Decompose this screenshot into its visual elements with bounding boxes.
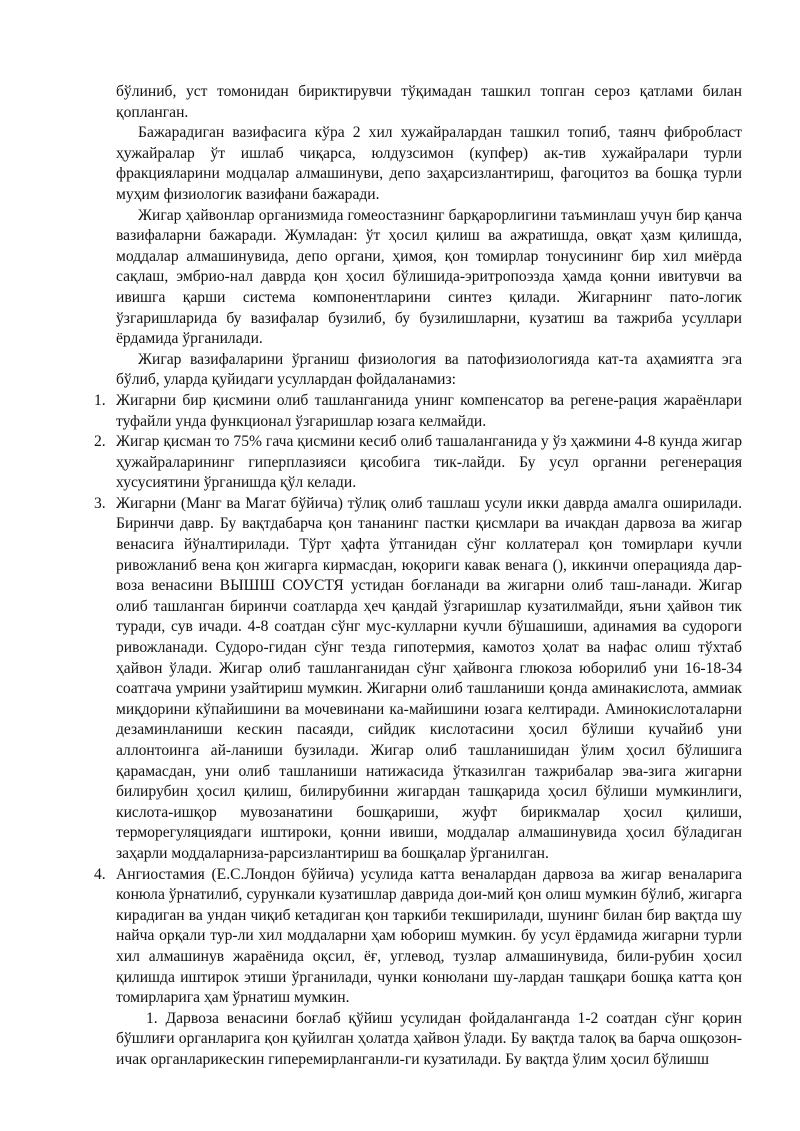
list-item-text: Жигар қисман то 75% гача қисмини кесиб олиб ташаланганида у ўз ҳажмини 4-8 кунда жигар ҳужайраларининг гиперплазияси қисобига тик-лайди. Бу усул органни регенерация хусусиятини ўрганишда қўл келади.	[116, 433, 742, 492]
list-item-text: Ангиостамия (Е.С.Лондон бўйича) усулида катта веналардан дарвоза ва жигар веналарига конюла ўрнатилиб, сурункали кузатишлар даврида дои-мий қон олиш мумкин бўлиб, жигарга кирадиган ва ундан чиқиб кетадиган қон таркиби текширилади, шунинг билан бир вақтда шу найча орқали тур-ли хил моддаларни ҳам юбориш мумкин. бу усул ёрдамида жигарни турли хил алмашинув жараёнида оқсил, ёғ, углевод, тузлар алмашинувида, били-рубин ҳосил қилишда иштирок этиши ўрганилади, чунки конюлани шу-лардан ташқари бошқа катта қон томирларига ҳам ўрнатиш мумкин.	[116, 865, 742, 1007]
list-item-text: Жигарни (Манг ва Магат бўйича) тўлиқ олиб ташлаш усули икки даврда амалга оширилади. Биринчи давр. Бу вақтдабарча қон тананинг пастки қисмлари ва ичакдан дарвоза ва жигар венасига йўналтирилади. Тўрт ҳафта ўтганидан сўнг коллатерал қон томирлари кучли ривожланиб вена қон жигарга кирмасдан, юқориги кавак венага (), иккинчи операцияда дар-воза венасини ВЫШШ СОУСТЯ устидан боғланади ва жигарни олиб таш-ланади. Жигар олиб ташланган биринчи соатларда ҳеч қандай ўзгаришлар кузатилмайди, яъни ҳайвон тик туради, сув ичади. 4-8 соатдан сўнг мус-кулларни кучли бўшашиши, адинамия ва судороги ривожланади. Судоро-гидан сўнг тезда гипотермия, камотоз ҳолат ва нафас олиш тўхтаб ҳайвон ўлади. Жигар олиб ташланганидан сўнг ҳайвонга глюкоза юборилиб уни 16-18-34 соатгача умрини узайтириш мумкин. Жигарни олиб ташланиши қонда аминакислота, аммиак миқдорини кўпайишини ва мочевинани ка-майишини юзага келтиради. Аминокислоталарни дезаминланиши кескин пасаяди, сийдик кислотасини ҳосил бўлиши кучайиб уни аллонтоинга ай-ланиши бузилади. Жигар олиб ташланишидан ўлим ҳосил бўлишига қарамасдан, уни олиб ташланиши натижасида ўтказилган тажрибалар эва-зига жигарни билирубин ҳосил қилиш, билирубинни жигардан ташқарида ҳосил бўлиши мумкинлиги, кислота-ишқор мувозанатини бошқариши, жуфт бирикмалар ҳосил қилиши, терморегуляциядаги иштироки, қонни ивиши, моддалар алмашинувида ҳосил бўладиган заҳарли моддаларниза-рарсизлантириш ва бошқалар ўрганилган.	[116, 494, 742, 862]
paragraph-subpoint: 1. Дарвоза венасини боғлаб қўйиш усулидан фойдаланганда 1-2 соатдан сўнг қорин бўшлиғи органларига қон қуйилган ҳолатда ҳайвон ўлади. Бу вақтда талоқ ва барча ошқозон-ичак органларикескин гиперемирланганли-ги кузатилади. Бу вақтда ўлим ҳосил бўлишш	[116, 1009, 742, 1068]
list-item	[94, 391, 742, 432]
list-item-number: 4.	[94, 865, 106, 883]
paragraph-cells: Бажарадиган вазифасига кўра 2 хил хужайралардан ташкил топиб, таянч фибробласт ҳужайралар ўт ишлаб чиқарса, юлдузсимон (купфер) ак-тив хужайралари турли фракцияларини модцалар алмашинуви, депо заҳарсизлантириш, фагоцитоз ва бошқа турли муҳим физиологик вазифани бажаради.	[116, 124, 742, 203]
list-item	[94, 432, 742, 494]
document-page	[94, 82, 742, 1071]
list-item	[94, 865, 742, 1009]
list-item	[94, 494, 742, 865]
list-item-text: Жигарни бир қисмини олиб ташланганида унинг компенсатор ва регене-рация жараёнлари туфайли унда функционал ўзгаришлар юзага келмайди.	[116, 391, 742, 430]
list-item-number: 2.	[94, 433, 106, 451]
paragraph-intro: бўлиниб, уст томонидан бириктирувчи тўқимадан ташкил топган сероз қатлами билан қопланган.	[116, 83, 742, 121]
list-item-number: 1.	[94, 391, 106, 409]
paragraph-methods-intro: Жигар вазифаларини ўрганиш физиология ва патофизиологияда кат-та аҳамиятга эга бўлиб, уларда қуйидаги усуллардан фойдаланамиз:	[116, 350, 742, 389]
list-item-number: 3.	[94, 494, 106, 512]
methods-list	[94, 391, 742, 1009]
paragraph-functions: Жигар ҳайвонлар организмида гомеостазнинг барқарорлигини таъминлаш учун бир қанча вазифаларни бажаради. Жумладан: ўт ҳосил қилиш ва ажратишда, овқат ҳазм қилишда, моддалар алмашинувида, депо органи, ҳимоя, қон томирлар тонусининг бир хил миёрда сақлаш, эмбрио-нал даврда қон ҳосил бўлишида-эритропоэзда ҳамда қонни ивитувчи ва ивишга қарши система компонентларини синтез қилади. Жигарнинг пато-логик ўзгаришларида бу вазифалар бузилиб, бу бузилишларни, кузатиш ва тажриба усуллари ёрдамида ўрганилади.	[116, 206, 742, 348]
